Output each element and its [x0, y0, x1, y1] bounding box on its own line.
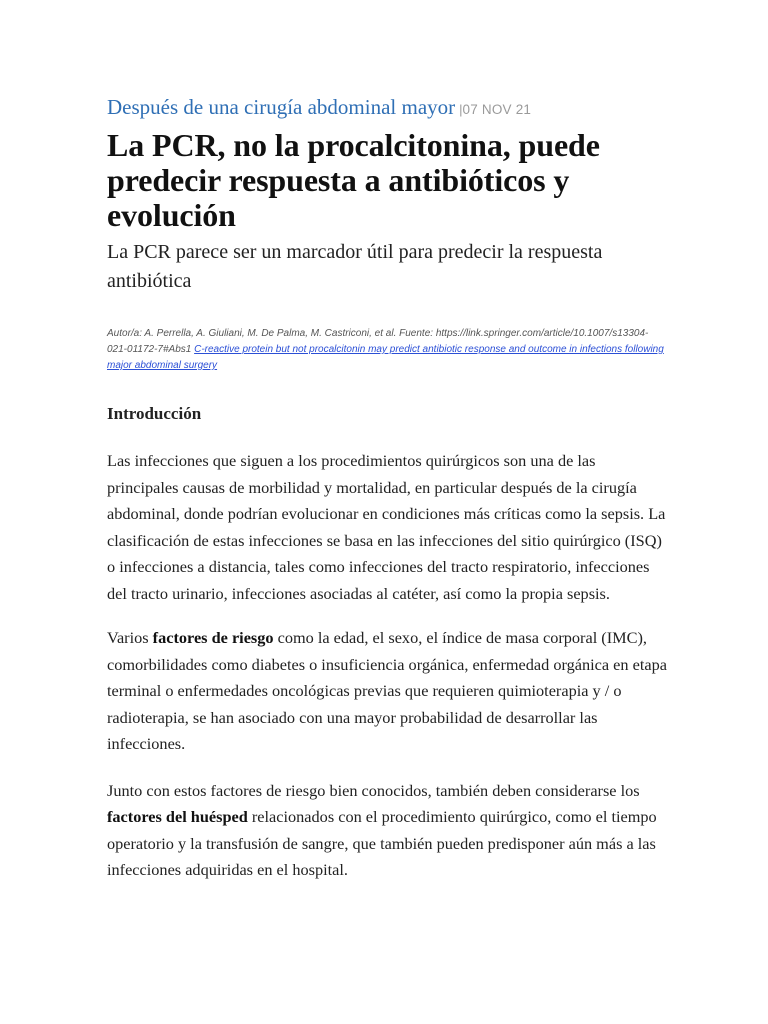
paragraph-2	[107, 625, 667, 758]
publish-date: 07 NOV 21	[462, 102, 532, 117]
article-credits	[107, 326, 667, 374]
article-title: La PCR, no la procalcitonina, puede predecir respuesta a antibióticos y evolución	[107, 127, 600, 233]
host-factors-term: factores del huésped	[107, 807, 248, 826]
credits-text: Autor/a: A. Perrella, A. Giuliani, M. De Palma, M. Castriconi, et al. Fuente: https://link.springer.com/article/10.1007/s13304-021-01172-7#Abs1	[107, 328, 649, 355]
paragraph-2-text-end: como la edad, el sexo, el índice de masa corporal (IMC), comorbilidades como diabetes o insuficiencia orgánica, enfermedad orgánica en etapa terminal o enfermedades oncológicas previas que requieren quimioterapia y / o radioterapia, se han asociado con una mayor probabilidad de desarrollar las infecciones.	[107, 628, 667, 753]
article-header	[107, 94, 667, 123]
paragraph-3-text-end: relacionados con el procedimiento quirúrgico, como el tiempo operatorio y la transfusión de sangre, que también pueden predisponer aún más a las infecciones adquiridas en el hospital.	[107, 807, 657, 879]
section-heading: Introducción	[107, 404, 202, 423]
paragraph-3	[107, 778, 667, 884]
paragraph-2-text-start: Varios	[107, 628, 153, 647]
risk-factors-term: factores de riesgo	[152, 628, 274, 647]
header-separator: |	[459, 102, 463, 117]
article-subtitle: La PCR parece ser un marcador útil para predecir la respuesta antibiótica	[107, 241, 603, 292]
paragraph-3-text-start: Junto con estos factores de riesgo bien conocidos, también deben considerarse los	[107, 780, 640, 800]
paragraph-1: Las infecciones que siguen a los procedimientos quirúrgicos son una de las principales causas de morbilidad y mortalidad, en particular después de la cirugía abdominal, donde podrían evolucionar en condiciones más críticas como la sepsis. La clasificación de estas infecciones se basa en las infecciones del sitio quirúrgico (ISQ) o infecciones a distancia, tales como infecciones del tracto respiratorio, infecciones del tracto urinario, infecciones asociadas al catéter, así como la propia sepsis.	[107, 451, 666, 603]
category-link[interactable]: Después de una cirugía abdominal mayor	[107, 95, 456, 119]
source-article-link[interactable]: C-reactive protein but not procalcitonin may predict antibiotic response and outcome in infections following major abdominal surgery	[107, 344, 664, 371]
article	[107, 94, 667, 884]
